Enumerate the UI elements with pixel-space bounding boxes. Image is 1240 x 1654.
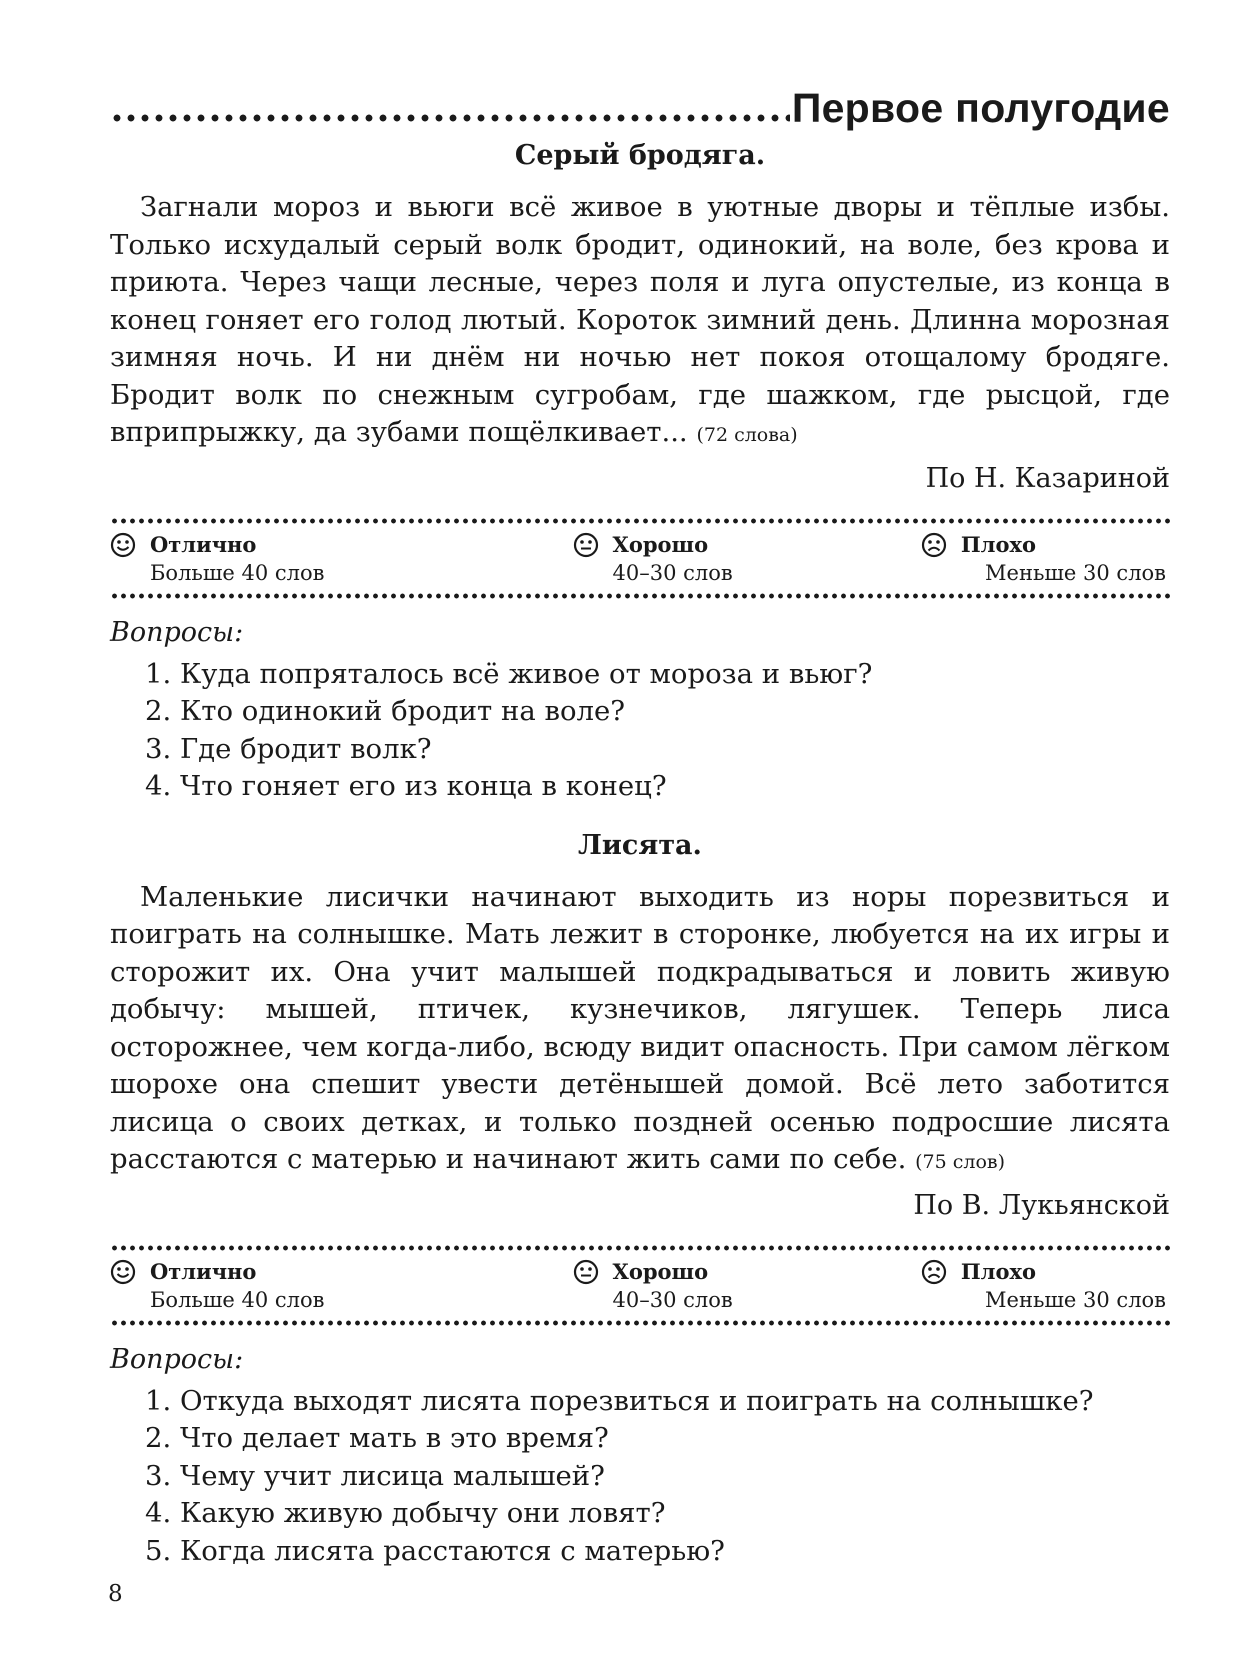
grade-range: 40–30 слов: [612, 1287, 733, 1312]
story-author: По Н. Казариной: [925, 462, 1170, 494]
grade-good: [573, 1259, 733, 1312]
word-count: (75 слов): [915, 1151, 1005, 1173]
grading-scale: [110, 1235, 1170, 1336]
smile-face-icon: [110, 532, 136, 558]
story-author: По В. Лукьянской: [913, 1189, 1170, 1221]
grade-label: Плохо: [960, 1259, 1036, 1284]
question-item: 5. Когда лисята расстаются с матерью?: [145, 1534, 725, 1567]
grade-poor: [921, 532, 1166, 585]
question-item: 3. Где бродит волк?: [145, 732, 432, 765]
question-item: 4. Какую живую добычу они ловят?: [145, 1497, 666, 1529]
grade-good: [573, 532, 733, 585]
section-title: Первое полугодие: [791, 85, 1170, 131]
neutral-face-icon: [573, 1259, 599, 1285]
page: [110, 70, 1170, 1570]
question-item: 3. Чему учит лисица малышей?: [145, 1459, 605, 1492]
grade-poor: [921, 1259, 1166, 1312]
grade-range: 40–30 слов: [612, 560, 733, 585]
dotted-divider: [110, 593, 1170, 599]
questions-list: [110, 1383, 1170, 1571]
questions-title: Вопросы:: [110, 616, 244, 648]
question-item: 2. Что делает мать в это время?: [145, 1422, 609, 1454]
question-item: 2. Кто одинокий бродит на воле?: [145, 695, 625, 727]
story-body: Маленькие лисички начинают выходить из норы порезвиться и поиграть на солнышке. Мать лежит в сторонке, любуется на их игры и сторожит их. Она учит малышей подкрадываться и ловить живую добычу: мышей, птичек, кузнечиков, лягушек. Теперь лиса осторожнее, чем когда-либо, всюду видит опасность. При самом лёгком шорохе она спешит увести детёнышей домой. Всё лето заботится лисица о своих детках, и только поздней осенью подросшие лисята расстаются с матерью и начинают жить сами по себе.: [110, 880, 1170, 1175]
grade-label: Хорошо: [612, 1259, 709, 1284]
dotted-divider: [110, 1320, 1170, 1326]
grade-range: Больше 40 слов: [150, 560, 325, 585]
grade-label: Плохо: [960, 532, 1036, 557]
grade-label: Отлично: [150, 532, 257, 557]
grade-excellent: [110, 1259, 324, 1312]
story-text: [110, 189, 1170, 455]
sad-face-icon: [921, 532, 947, 558]
neutral-face-icon: [573, 532, 599, 558]
grading-scale: [110, 508, 1170, 609]
grade-label: Хорошо: [612, 532, 709, 557]
question-item: 1. Откуда выходят лисята порезвиться и поиграть на солнышке?: [145, 1384, 1094, 1417]
story-grey-wanderer: [110, 140, 1170, 806]
grade-excellent: [110, 532, 324, 585]
story-body: Загнали мороз и вьюги всё живое в уютные дворы и тёплые избы. Только исхудалый серый волк бродит, одинокий, на воле, без крова и приюта. Через чащи лесные, через поля и луга опустелые, из конца в конец гоняет его голод лютый. Короток зимний день. Длинна морозная зимняя ночь. И ни днём ни ночью нет покоя отощалому бродяге. Бродит волк по снежным сугробам, где шажком, где рысцой, где вприпрыжку, да зубами пощёлкивает...: [110, 191, 1170, 448]
story-fox-cubs: [110, 830, 1170, 1571]
question-item: 1. Куда попряталось всё живое от мороза и вьюг?: [145, 657, 873, 690]
sad-face-icon: [921, 1259, 947, 1285]
questions-list: [110, 656, 1170, 806]
questions-title: Вопросы:: [110, 1343, 244, 1375]
story-text: [110, 879, 1170, 1182]
word-count: (72 слова): [696, 424, 798, 446]
grade-range: Больше 40 слов: [150, 1287, 325, 1312]
grade-range: Меньше 30 слов: [985, 560, 1166, 585]
grade-range: Меньше 30 слов: [985, 1287, 1166, 1312]
story-title: Серый бродяга.: [514, 140, 766, 171]
grade-label: Отлично: [150, 1259, 257, 1284]
page-number: 8: [108, 1581, 123, 1607]
header-dotted-leader: [110, 114, 790, 122]
story-title: Лисята.: [578, 829, 702, 861]
section-header: [110, 70, 1170, 132]
smile-face-icon: [110, 1259, 136, 1285]
question-item: 4. Что гоняет его из конца в конец?: [145, 770, 667, 802]
